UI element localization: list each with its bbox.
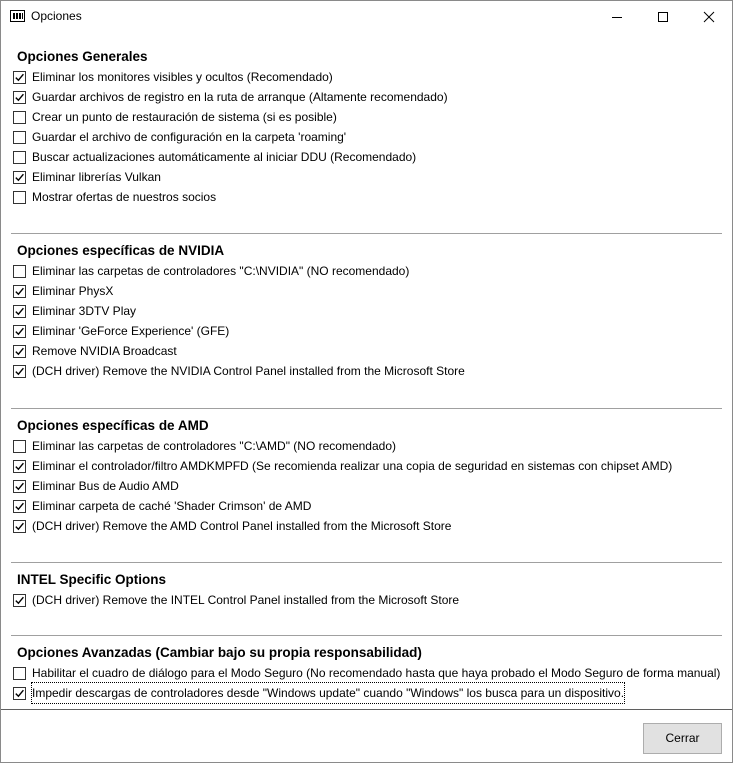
option-checkbox[interactable]	[13, 460, 26, 473]
option-checkbox[interactable]	[13, 305, 26, 318]
option-label: Habilitar el cuadro de diálogo para el Modo Seguro (No recomendado hasta que haya probado el Modo Seguro de forma manual)	[32, 666, 721, 680]
option-label: Eliminar el controlador/filtro AMDKMPFD (Se recomienda realizar una copia de seguridad en sistemas con chipset AMD)	[32, 459, 673, 473]
option-row[interactable]	[17, 167, 723, 187]
amd-options-section	[17, 416, 723, 536]
option-checkbox[interactable]	[13, 91, 26, 104]
close-icon	[703, 11, 715, 23]
section-title: Opciones Generales	[17, 49, 148, 64]
option-row[interactable]	[17, 261, 723, 281]
option-row[interactable]	[17, 590, 723, 610]
minimize-button[interactable]	[594, 1, 640, 32]
option-checkbox[interactable]	[13, 520, 26, 533]
option-row[interactable]	[17, 496, 723, 516]
cerrar-button[interactable]: Cerrar	[643, 723, 722, 754]
options-content	[1, 32, 732, 712]
option-checkbox[interactable]	[13, 667, 26, 680]
option-checkbox[interactable]	[13, 365, 26, 378]
option-checkbox[interactable]	[13, 594, 26, 607]
option-checkbox[interactable]	[13, 71, 26, 84]
checkmark-icon	[15, 482, 24, 491]
option-checkbox[interactable]	[13, 687, 26, 700]
option-checkbox[interactable]	[13, 111, 26, 124]
checkmark-icon	[15, 327, 24, 336]
option-label: Eliminar las carpetas de controladores "C:\NVIDIA" (NO recomendado)	[32, 264, 410, 278]
option-row[interactable]	[17, 361, 723, 381]
option-row[interactable]	[17, 341, 723, 361]
option-row[interactable]	[17, 683, 723, 703]
close-window-button[interactable]	[686, 1, 732, 32]
option-label: Impedir descargas de controladores desde "Windows update" cuando "Windows" los busca para un dispositivo.	[32, 683, 624, 703]
section-title: Opciones específicas de AMD	[17, 418, 209, 433]
checkmark-icon	[15, 462, 24, 471]
option-label: Eliminar los monitores visibles y ocultos (Recomendado)	[32, 70, 333, 84]
option-checkbox[interactable]	[13, 440, 26, 453]
option-label: Eliminar librerías Vulkan	[32, 170, 161, 184]
intel-options-section	[17, 570, 723, 610]
option-row[interactable]	[17, 187, 723, 207]
option-row[interactable]	[17, 87, 723, 107]
option-label: Eliminar carpeta de caché 'Shader Crimson' de AMD	[32, 499, 312, 513]
section-divider	[11, 233, 722, 234]
option-checkbox[interactable]	[13, 480, 26, 493]
option-label: Guardar archivos de registro en la ruta de arranque (Altamente recomendado)	[32, 90, 448, 104]
option-row[interactable]	[17, 301, 723, 321]
option-label: Eliminar 'GeForce Experience' (GFE)	[32, 324, 230, 338]
option-checkbox[interactable]	[13, 191, 26, 204]
option-row[interactable]	[17, 67, 723, 87]
minimize-icon	[611, 11, 623, 23]
option-checkbox[interactable]	[13, 151, 26, 164]
maximize-icon	[657, 11, 669, 23]
option-label: (DCH driver) Remove the AMD Control Panel installed from the Microsoft Store	[32, 519, 452, 533]
option-checkbox[interactable]	[13, 325, 26, 338]
option-row[interactable]	[17, 516, 723, 536]
option-label: Buscar actualizaciones automáticamente al iniciar DDU (Recomendado)	[32, 150, 417, 164]
option-label: Eliminar PhysX	[32, 284, 114, 298]
option-row[interactable]	[17, 147, 723, 167]
option-row[interactable]	[17, 321, 723, 341]
section-title: Opciones específicas de NVIDIA	[17, 243, 225, 258]
section-title: INTEL Specific Options	[17, 572, 167, 587]
checkmark-icon	[15, 73, 24, 82]
footer-divider	[1, 709, 732, 710]
checkmark-icon	[15, 93, 24, 102]
option-checkbox[interactable]	[13, 171, 26, 184]
title-bar[interactable]	[1, 1, 732, 32]
option-label: Guardar el archivo de configuración en la carpeta 'roaming'	[32, 130, 347, 144]
checkmark-icon	[15, 347, 24, 356]
checkmark-icon	[15, 307, 24, 316]
option-label: (DCH driver) Remove the INTEL Control Panel installed from the Microsoft Store	[32, 593, 460, 607]
section-divider	[11, 408, 722, 409]
section-divider	[11, 562, 722, 563]
section-title: Opciones Avanzadas (Cambiar bajo su propia responsabilidad)	[17, 645, 422, 660]
checkmark-icon	[15, 689, 24, 698]
checkmark-icon	[15, 522, 24, 531]
checkmark-icon	[15, 287, 24, 296]
section-divider	[11, 635, 722, 636]
option-label: Crear un punto de restauración de sistema (si es posible)	[32, 110, 337, 124]
option-checkbox[interactable]	[13, 345, 26, 358]
option-label: Remove NVIDIA Broadcast	[32, 344, 177, 358]
maximize-button[interactable]	[640, 1, 686, 32]
option-checkbox[interactable]	[13, 131, 26, 144]
checkmark-icon	[15, 367, 24, 376]
option-checkbox[interactable]	[13, 265, 26, 278]
nvidia-options-section	[17, 241, 723, 381]
option-row[interactable]	[17, 456, 723, 476]
option-label: Mostrar ofertas de nuestros socios	[32, 190, 217, 204]
checkmark-icon	[15, 173, 24, 182]
checkmark-icon	[15, 502, 24, 511]
option-row[interactable]	[17, 127, 723, 147]
checkmark-icon	[15, 596, 24, 605]
ddu-app-icon	[10, 10, 25, 22]
option-checkbox[interactable]	[13, 285, 26, 298]
option-row[interactable]	[17, 663, 723, 683]
option-row[interactable]	[17, 107, 723, 127]
option-checkbox[interactable]	[13, 500, 26, 513]
option-row[interactable]	[17, 476, 723, 496]
advanced-options-section	[17, 643, 723, 703]
option-row[interactable]	[17, 281, 723, 301]
option-label: Eliminar 3DTV Play	[32, 304, 137, 318]
option-row[interactable]	[17, 436, 723, 456]
window-title: Opciones	[31, 9, 82, 23]
general-options-section	[17, 47, 723, 207]
option-label: Eliminar Bus de Audio AMD	[32, 479, 179, 493]
option-label: Eliminar las carpetas de controladores "C:\AMD" (NO recomendado)	[32, 439, 396, 453]
option-label: (DCH driver) Remove the NVIDIA Control Panel installed from the Microsoft Store	[32, 364, 465, 378]
